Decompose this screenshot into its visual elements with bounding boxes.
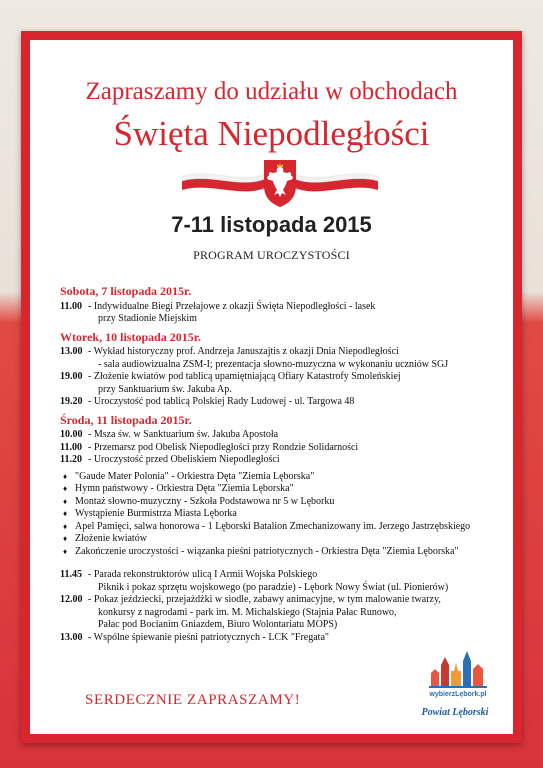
event-description: - Uroczystość przed Obeliskiem Niepodległości [88,454,280,465]
event-description: - Indywidualne Biegi Przełajowe z okazji Święta Niepodległości - lasek [88,300,376,312]
ceremony-item: ♦ Apel Pamięci, salwa honorowa - 1 Lęborski Batalion Zmechanizowany im. Jerzego Jastrzębskiego [60,521,500,534]
event-time: 11.00 [60,300,82,312]
day-heading: Sobota, 7 listopada 2015r. [60,284,192,298]
event-dates: 7-11 listopada 2015 [171,212,372,237]
ceremony-item: ♦ "Gaude Mater Polonia" - Orkiestra Dęta "Ziemia Lęborska" [60,471,500,484]
event-description-continued: przy Sanktuarium św. Jakuba Ap. [98,383,232,395]
polish-eagle-icon [264,160,296,207]
event-time: 12.00 [60,594,83,605]
event-description: - Msza św. w Sanktuarium św. Jakuba Apostoła [88,429,279,440]
event-description: - Wspólne śpiewanie pieśni patriotycznych - LCK "Fregata" [88,631,329,643]
event-description-continued: - sala audiowizualna ZSM-I; prezentacja słowno-muzyczna w wykonaniu uczniów SGJ [98,358,449,370]
event-time: 19.00 [60,371,83,382]
day-heading: Środa, 11 listopada 2015r. [60,412,192,427]
emblem-ribbon [180,158,380,208]
event-title: Święta Niepodległości [113,114,430,153]
program-heading: PROGRAM UROCZYSTOŚCI [193,248,350,262]
poster-content [30,40,513,734]
program-event [60,594,500,607]
event-time: 19.20 [60,396,83,407]
poster-border [21,31,522,743]
event-description-continued: przy Stadionie Miejskim [98,313,197,324]
ceremony-item: ♦ Montaż słowno-muzyczny - Szkoła Podstawowa nr 5 w Lęborku [60,496,500,509]
event-time: 11.45 [60,569,82,580]
closing-invitation: SERDECZNIE ZAPRASZAMY! [85,692,301,708]
event-description-continued: Piknik i pokaz sprzętu wojskowego (po paradzie) - Lębork Nowy Świat (ul. Pionierów) [98,581,449,593]
event-time: 11.20 [60,454,82,465]
program-event [60,632,500,645]
town-skyline-logo-icon [427,647,489,691]
program-event [60,371,500,384]
wybierz-lebork-logo: wybierzLębork.pl [429,691,487,698]
ceremony-item: ♦ Wystąpienie Burmistrza Miasta Lęborka [60,508,500,521]
program-event [60,454,500,467]
program-event [60,569,500,582]
event-time: 11.00 [60,441,82,453]
program-event [60,301,500,314]
ceremony-items [60,471,500,559]
ceremony-item: ♦ Złożenie kwiatów [60,533,500,546]
event-description: - Złożenie kwiatów pod tablicą upamiętniającą Ofiary Katastrofy Smoleńskiej [88,371,401,382]
program-event [60,346,500,359]
ceremony-item: ♦ Hymn państwowy - Orkiestra Dęta "Ziemia Lęborska" [60,483,500,496]
event-time: 13.00 [60,346,83,357]
event-description-continued: Pałac pod Bocianim Gniazdem, Biuro Wolontariatu MOPS) [98,619,338,630]
program-event [60,429,500,442]
powiat-leborski-logo: Powiat Lęborski [421,707,489,718]
day-heading: Wtorek, 10 listopada 2015r. [60,329,202,344]
event-description: - Wykład historyczny prof. Andrzeja Januszajtis z okazji Dnia Niepodległości [88,346,399,357]
program-event [60,396,500,409]
ceremony-item: ♦ Zakończenie uroczystości - wiązanka pieśni patriotycznych - Orkiestra Dęta "Ziemia Lęborska" [60,546,500,559]
event-time: 13.00 [60,631,83,643]
event-description: - Uroczystość pod tablicą Polskiej Rady Ludowej - ul. Targowa 48 [88,396,355,407]
event-description: - Pokaz jeździecki, przejażdżki w siodle, zabawy animacyjne, w tym malowanie twarzy, [88,594,441,605]
event-description-continued: konkursy z nagrodami - park im. M. Michalskiego (Stajnia Pałac Runowo, [98,606,397,618]
invitation-line: Zapraszamy do udziału w obchodach [85,78,458,105]
event-description: - Parada rekonstruktorów ulicą I Armii Wojska Polskiego [88,569,318,580]
event-description: - Przemarsz pod Obelisk Niepodległości przy Rondzie Solidarności [88,441,359,453]
program-schedule [60,285,500,644]
event-time: 10.00 [60,429,83,440]
program-event [60,442,500,455]
